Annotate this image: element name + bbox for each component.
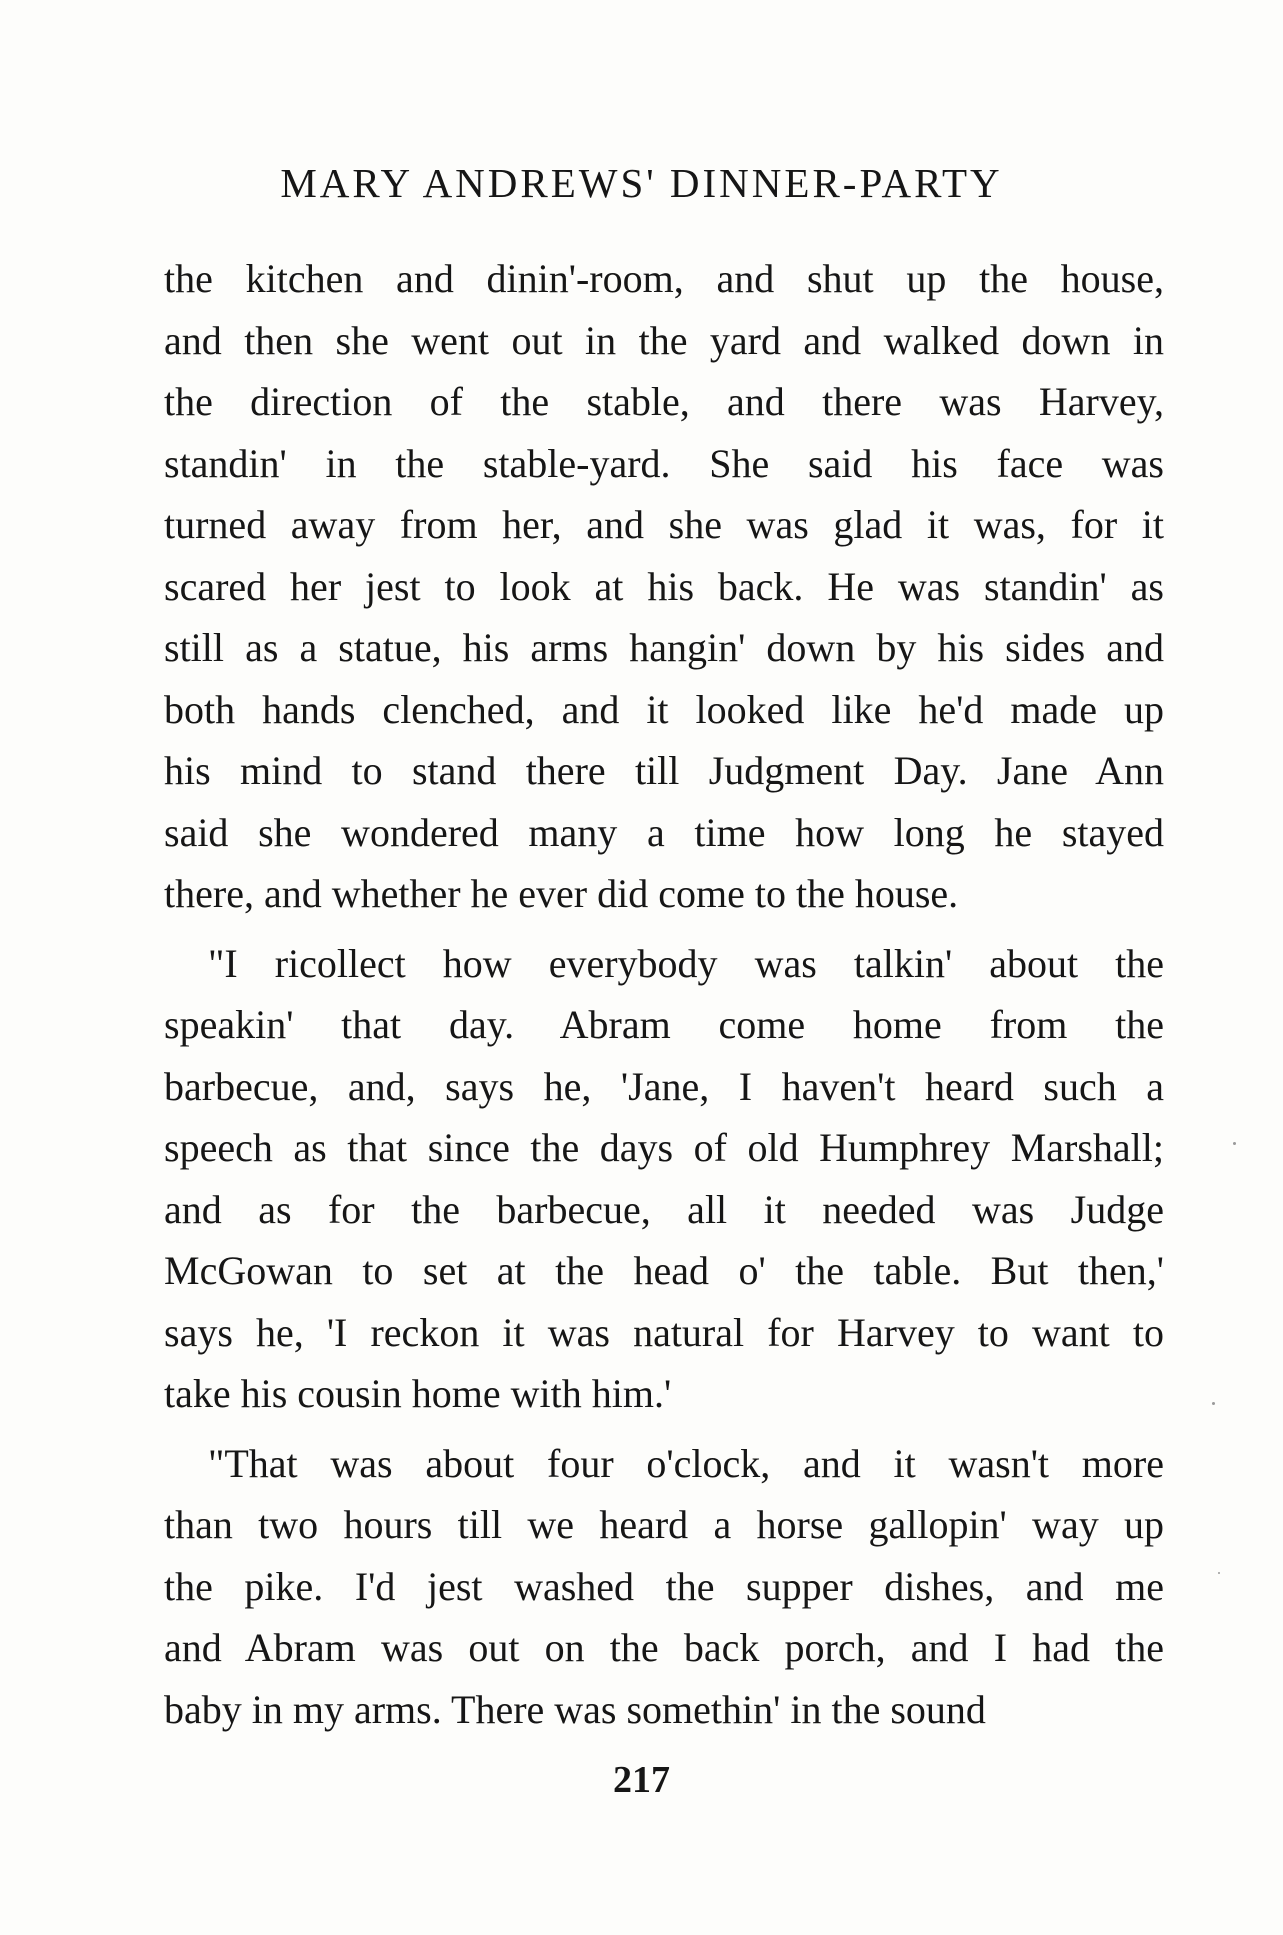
text-line: McGowan to set at the head o' the table. But then,' [164,1248,1164,1293]
text-line: "That was about four o'clock, and it wasn't more [208,1440,1164,1486]
paragraph-gap [164,1425,1164,1433]
text-line: and as for the barbecue, all it needed was Judge [164,1186,1164,1232]
text-line: scared her jest to look at his back. He was standin' as [164,563,1164,609]
paragraph-gap [164,925,1164,933]
page-number: 217 [613,1759,670,1801]
paper-speck [1212,1402,1215,1405]
text-line: said she wondered many a time how long he stayed [164,809,1164,855]
text-line: "I ricollect how everybody was talkin' about the [208,940,1164,986]
text-line: the direction of the stable, and there was Harvey, [164,379,1164,424]
running-head: MARY ANDREWS' DINNER-PARTY [280,160,1003,206]
text-line: still as a statue, his arms hangin' down by his sides and [164,625,1164,670]
paper-speck [1218,1572,1220,1574]
text-line: turned away from her, and she was glad it was, for it [164,502,1164,547]
text-line: barbecue, and, says he, 'Jane, I haven't heard such a [164,1063,1164,1109]
text-line: both hands clenched, and it looked like he'd made up [164,686,1164,732]
text-line: take his cousin home with him.' [164,1371,672,1416]
text-line: the kitchen and dinin'-room, and shut up the house, [164,256,1164,301]
body-text [164,248,1164,1740]
text-line: speakin' that day. Abram come home from the [164,1002,1164,1047]
text-line: there, and whether he ever did come to the house. [164,871,959,916]
text-line: says he, 'I reckon it was natural for Harvey to want to [164,1309,1164,1355]
text-line: speech as that since the days of old Humphrey Marshall; [164,1125,1164,1170]
paragraph [164,933,1164,1425]
text-line: and Abram was out on the back porch, and I had the [164,1625,1164,1670]
text-line: standin' in the stable-yard. She said his face was [164,440,1164,486]
text-line: than two hours till we heard a horse gallopin' way up [164,1502,1164,1547]
text-line: and then she went out in the yard and walked down in [164,317,1164,363]
paragraph [164,248,1164,925]
text-line: baby in my arms. There was somethin' in the sound [164,1686,986,1732]
paragraph [164,1433,1164,1741]
text-line: the pike. I'd jest washed the supper dishes, and me [164,1563,1164,1609]
text-line: his mind to stand there till Judgment Day. Jane Ann [164,748,1164,793]
paper-speck [1233,1142,1236,1145]
